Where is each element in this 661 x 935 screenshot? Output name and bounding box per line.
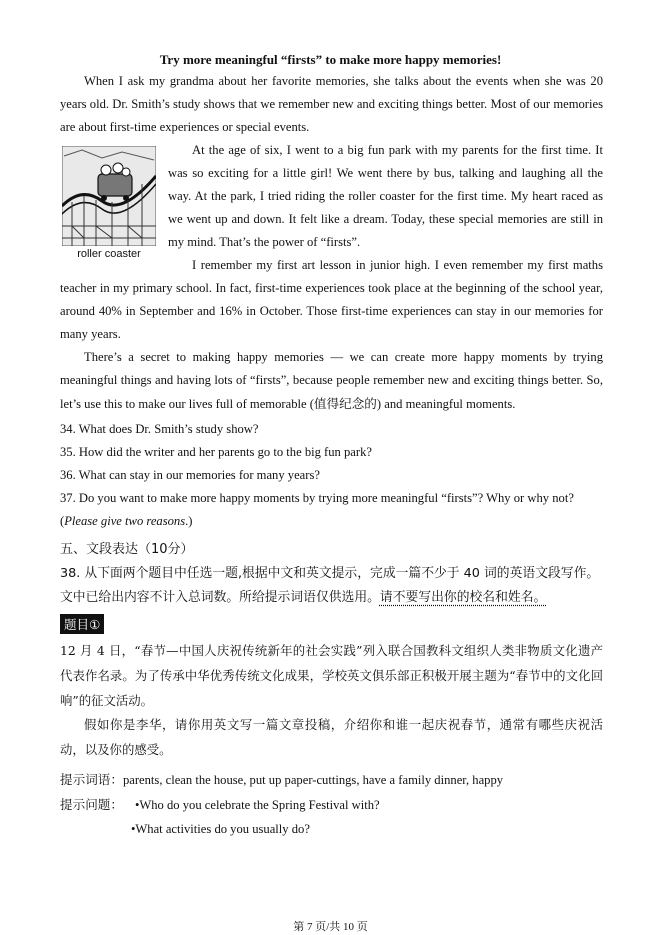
task-38-line-2b: 请不要写出你的校名和姓名。: [379, 590, 547, 605]
hint-words-label: 提示词语：: [60, 772, 123, 787]
hint-question-2: •What activities do you usually do?: [131, 822, 310, 836]
hint-question-1: •Who do you celebrate the Spring Festival with?: [134, 798, 380, 812]
topic-1-task: 假如你是李华，请你用英文写一篇文章投稿，介绍你和谁一起庆祝春节，通常有哪些庆祝活动，以及你的感受。: [60, 717, 603, 757]
section-5-heading: 五、文段表达（10分）: [60, 542, 194, 557]
topic-1-background: 12 月 4 日，“春节—中国人庆祝传统新年的社会实践”列入联合国教科文组织人类非物质文化遗产代表作名录。为了传承中华优秀传统文化成果，学校英文俱乐部正积极开展主题为“春节中的文化回响”的征文活动。: [60, 643, 603, 708]
paragraph-4-text: There’s a secret to making happy memories — we can create more happy moments by trying meaningful things and having lots of “firsts”, because people remember new and exciting things better. So, let’s use this to make our lives full of memorable (: [60, 350, 603, 411]
passage-title: Try more meaningful “firsts” to make more happy memories!: [159, 52, 502, 67]
roller-coaster-illustration: [62, 146, 156, 246]
question-36: 36. What can stay in our memories for many years?: [60, 468, 320, 482]
question-37-note: (Please give two reasons.): [60, 514, 193, 528]
paragraph-4: [60, 346, 603, 416]
question-35: 35. How did the writer and her parents go to the big fun park?: [60, 445, 372, 459]
paragraph-1: When I ask my grandma about her favorite memories, she talks about the events when she was 20 years old. Dr. Smith’s study shows that we remember new and exciting things better. Most of our memories are about first-time experiences or special events.: [60, 74, 603, 134]
hint-words: [60, 768, 503, 792]
question-37-note-italic: Please give two reasons: [64, 514, 186, 528]
task-38-line-1: 38. 从下面两个题目中任选一题,根据中文和英文提示，完成一篇不少于 40 词的英语文段写作。: [60, 566, 600, 581]
hint-words-text: parents, clean the house, put up paper-cuttings, have a family dinner, happy: [122, 773, 504, 787]
paragraph-4-gloss: 值得纪念的: [313, 396, 377, 411]
hint-questions: [60, 793, 380, 817]
paragraph-3: I remember my first art lesson in junior high. I even remember my first maths teacher in my primary school. In fact, first-time experiences took place at the beginning of the school year, around 40% in September and 16% in October. Those first-time experiences can stay in our memories for many years.: [60, 258, 603, 341]
paragraph-4-end: ) and meaningful moments.: [376, 397, 516, 411]
question-37: 37. Do you want to make more happy moments by trying more meaningful “firsts”? Why or why not?: [60, 491, 574, 505]
roller-coaster-figure: [62, 146, 156, 264]
task-38-line-2a: 文中已给出内容不计入总词数。所给提示词语仅供选用。: [60, 590, 380, 605]
question-34: 34. What does Dr. Smith’s study show?: [60, 422, 259, 436]
hint-questions-label: 提示问题：: [60, 797, 123, 812]
figure-caption: roller coaster: [77, 248, 141, 260]
topic-1-badge: 题目①: [60, 614, 104, 634]
page-footer: 第 7 页/共 10 页: [293, 921, 368, 933]
paragraph-2: At the age of six, I went to a big fun park with my parents for the first time. It was so exciting for a little girl! We went there by bus, talking and laughing all the way. At the park, I tried riding the roller coaster for the first time. My heart raced as we went up and down. It felt like a dream. Today, these special memories are still in my mind. That’s the power of “firsts”.: [168, 143, 603, 249]
task-38-line-2: [60, 586, 605, 609]
